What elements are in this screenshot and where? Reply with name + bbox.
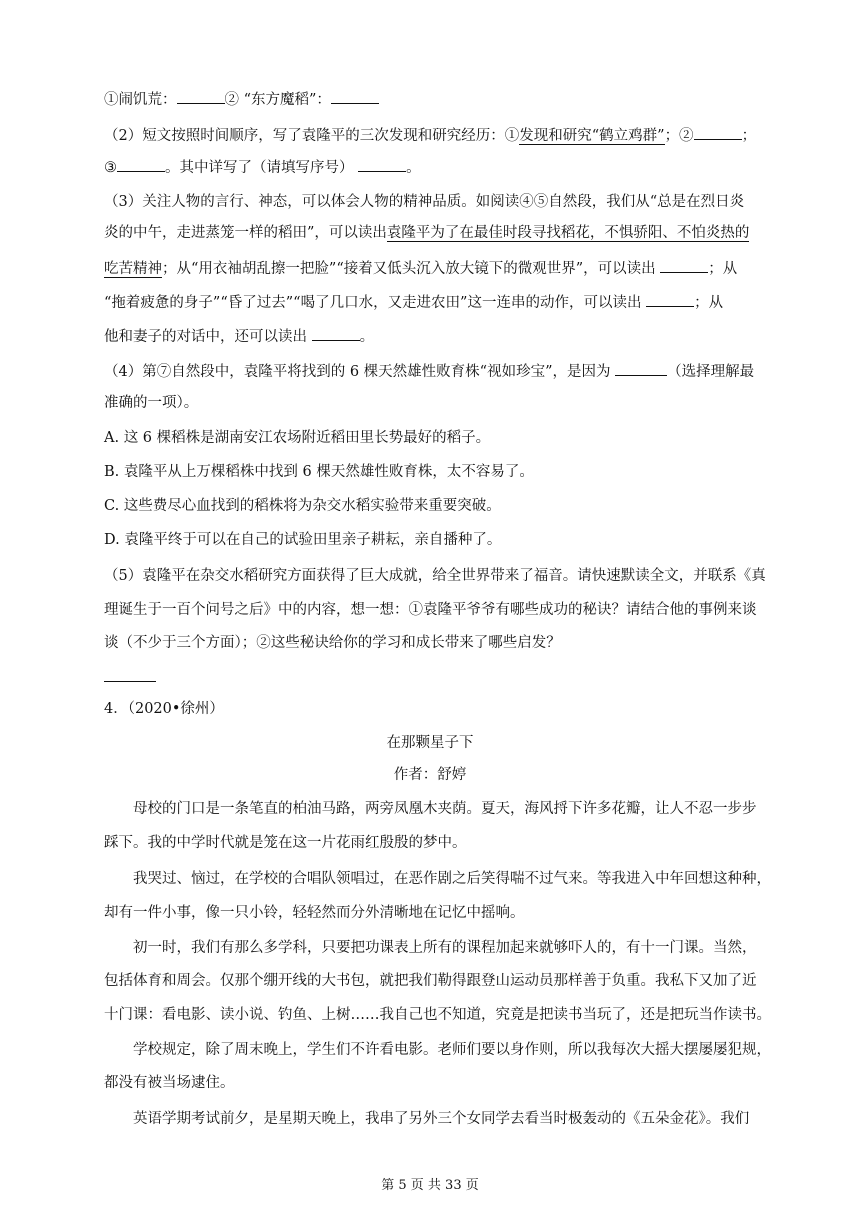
q3-sub1-b: ② “东方魔稻”： <box>224 92 331 108</box>
passage-title: 在那颗星子下 <box>386 735 474 751</box>
q3-sub3-text: ；从“用衣袖胡乱擦一把脸”“接着又低头沉入放大镜下的微观世界”，可以读出 <box>162 261 656 277</box>
q3-sub3-text: “拖着疲惫的身子”“昏了过去”“喝了几口水，又走进农田”这一连串的动作，可以读出 <box>104 295 642 311</box>
answer-blank[interactable] <box>358 157 406 172</box>
q3-sub4-text: （4）第⑦自然段中，袁隆平将找到的 6 棵天然雄性败育株“视如珍宝”，是因为 <box>104 364 611 380</box>
q4-number: 4．（2020•徐州） <box>104 701 224 717</box>
q3-sub2-line2 <box>104 157 421 178</box>
answer-blank[interactable] <box>177 89 225 104</box>
paragraph-line: 我哭过、恼过，在学校的合唱队领唱过，在恶作剧之后笑得喘不过气来。等我进入中年回想这种种， <box>133 871 771 887</box>
q3-sub3-line3 <box>104 258 737 279</box>
answer-blank[interactable] <box>615 361 667 376</box>
paragraph-line: 却有一件小事，像一只小铃，轻轻然而分外清晰地在记忆中摇响。 <box>104 905 525 921</box>
answer-blank[interactable] <box>312 326 360 341</box>
q3-sub4-line2: 准确的一项）。 <box>104 395 199 411</box>
q3-sub3-text: ；从 <box>694 295 724 311</box>
option-c: C. 这些费尽心血找到的稻株将为杂交水稻实验带来重要突破。 <box>104 498 501 514</box>
paragraph-line: 都没有被当场逮住。 <box>104 1075 235 1091</box>
answer-blank[interactable] <box>646 292 694 307</box>
q3-sub3-text: 炎的中午，走进蒸笼一样的稻田”，可以读出 <box>104 225 387 241</box>
q3-sub3-text: ；从 <box>708 261 738 277</box>
paragraph-line: 踩下。我的中学时代就是笼在这一片花雨红殷殷的梦中。 <box>104 835 467 851</box>
q3-sub3-text: 他和妻子的对话中，还可以读出 <box>104 329 307 345</box>
q3-sub2-underlined: 发现和研究“鹤立鸡群” <box>519 128 665 144</box>
page-footer: 第 5 页 共 33 页 <box>381 1178 479 1193</box>
paragraph-line: 十门课：看电影、读小说、钓鱼、上树……我自己也不知道，究竟是把读书当玩了，还是把玩当作读书。 <box>104 1007 771 1023</box>
answer-blank[interactable] <box>331 89 379 104</box>
answer-blank[interactable] <box>117 157 165 172</box>
q3-sub3-line5 <box>104 326 374 347</box>
paragraph-line: 初一时，我们有那么多学科，只要把功课表上所有的课程加起来就够吓人的，有十一门课。当然， <box>133 940 757 956</box>
q3-sub2-text: ； <box>741 128 757 144</box>
option-d: D. 袁隆平终于可以在自己的试验田里亲子耕耘，亲自播种了。 <box>104 532 502 548</box>
paragraph-line: 学校规定，除了周末晚上，学生们不许看电影。老师们要以身作则，所以我每次大摇大摆屡屡犯规， <box>133 1042 771 1058</box>
passage-author: 作者：舒婷 <box>393 767 467 783</box>
answer-blank[interactable] <box>660 258 708 273</box>
q3-sub5-line3: 谈（不少于三个方面）；②这些秘诀给你的学习和成长带来了哪些启发？ <box>104 635 561 651</box>
q3-sub4-text: （选择理解最 <box>667 364 755 380</box>
q3-sub2-text: （2）短文按照时间顺序，写了袁隆平的三次发现和研究经历：① <box>104 128 520 144</box>
paragraph-line: 英语学期考试前夕，是星期天晚上，我串了另外三个女同学去看当时极轰动的《五朵金花》。我们 <box>133 1111 750 1127</box>
q3-sub3-underlined: 吃苦精神 <box>104 261 162 277</box>
option-b: B. 袁隆平从上万棵稻株中找到 6 棵天然雄性败育株，太不容易了。 <box>104 464 534 480</box>
q3-sub1-line <box>104 89 379 110</box>
q3-sub3-text: 。 <box>359 329 375 345</box>
paragraph-line: 包括体育和周会。仅那个绷开线的大书包，就把我们勒得跟登山运动员那样善于负重。我私下又加了近 <box>104 973 757 989</box>
q3-sub3-line2 <box>104 223 749 243</box>
q3-sub4-line1 <box>104 361 754 382</box>
answer-blank[interactable] <box>104 681 156 682</box>
q3-sub2-text: ；② <box>664 128 694 144</box>
q3-sub5-line1: （5）袁隆平在杂交水稻研究方面获得了巨大成就，给全世界带来了福音。请快速默读全文，并联系《真 <box>104 568 766 584</box>
q3-sub2-line1 <box>104 125 756 146</box>
option-a: A. 这 6 棵稻株是湖南安江农场附近稻田里长势最好的稻子。 <box>104 430 491 446</box>
answer-blank[interactable] <box>694 125 742 140</box>
q3-sub1-a: ①闹饥荒： <box>104 92 177 108</box>
paragraph-line: 母校的门口是一条笔直的柏油马路，两旁凤凰木夹荫。夏天，海风捋下许多花瓣，让人不忍一步步 <box>133 801 757 817</box>
q3-sub5-line2: 理诞生于一百个问号之后》中的内容，想一想：①袁隆平爷爷有哪些成功的秘诀？请结合他的事例来谈 <box>104 602 757 618</box>
q3-sub3-line1: （3）关注人物的言行、神态，可以体会人物的精神品质。如阅读④⑤自然段，我们从“总是在烈日炎 <box>104 194 745 210</box>
q3-sub3-underlined: 袁隆平为了在最佳时段寻找稻花，不惧骄阳、不怕炎热的 <box>386 225 750 241</box>
q3-sub3-line4 <box>104 292 723 313</box>
q3-sub2-text: 。 <box>406 160 421 176</box>
q3-sub2-text: ③ <box>104 160 117 176</box>
q3-sub2-text: 。其中详写了（请填写序号） <box>165 160 354 176</box>
